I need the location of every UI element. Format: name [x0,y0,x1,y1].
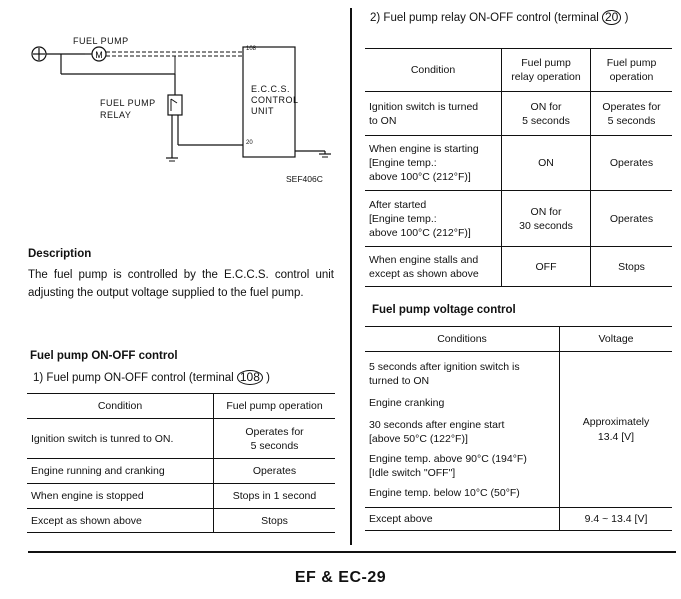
table-header: Fuel pump relay operation [502,49,591,92]
table-cell: Operates [591,191,673,247]
condition-line: Engine temp. below 10°C (50°F) [369,487,520,499]
table-row [365,136,672,191]
voltage-table [365,326,672,531]
terminal-108-circle: 108 [237,370,263,385]
onoff-table [27,393,335,533]
fuel-pump-label: FUEL PUMP [73,36,129,46]
relay-heading [370,10,675,26]
relay-heading-prefix: 2) Fuel pump relay ON-OFF control (terminal [370,12,599,24]
relay-label-line2: RELAY [100,110,132,120]
table-header: Conditions [365,327,560,352]
table-cell: ON [502,136,591,191]
fuel-pump-motor-icon [92,47,106,61]
fuel-pump-relay-icon [168,95,182,115]
table-header: Condition [365,49,502,92]
ecu-label-line2: CONTROL [251,95,299,105]
terminal-20-label: 20 [246,140,253,146]
table-row [365,191,672,247]
table-header: Fuel pump operation [591,49,673,92]
relay-label [100,97,156,121]
table-cell: Stops [591,247,673,287]
table-cell: Stops [214,509,336,533]
table-cell: Operates for 5 seconds [591,92,673,136]
table-row [27,459,335,484]
ecu-label-line1: E.C.C.S. [251,84,291,94]
table-header-row [27,394,335,419]
description-heading: Description [28,248,92,260]
table-row [27,484,335,509]
svg-text:M: M [95,50,103,60]
table-cell: Ignition switch is tunred to ON. [27,419,214,459]
table-cell: ON for 30 seconds [502,191,591,247]
table-header-row [365,327,672,352]
table-cell: When engine stalls and except as shown above [365,247,502,287]
table-cell: Except as shown above [27,509,214,533]
table-cell [365,352,560,508]
table-cell: OFF [502,247,591,287]
page-number: EF & EC-29 [294,569,387,586]
table-header: Condition [27,394,214,419]
table-header-row [365,49,672,92]
column-divider [350,8,352,545]
onoff-subheading [33,370,270,385]
onoff-sub-prefix: 1) Fuel pump ON-OFF control (terminal [33,372,234,384]
relay-heading-suffix: ) [624,12,629,24]
table-cell: Ignition switch is turned to ON [365,92,502,136]
table-cell: ON for 5 seconds [502,92,591,136]
table-cell: Operates [591,136,673,191]
table-row [27,419,335,459]
onoff-heading: Fuel pump ON-OFF control [30,350,178,362]
table-cell: Stops in 1 second [214,484,336,509]
table-cell: Engine running and cranking [27,459,214,484]
condition-line: 30 seconds after engine start [above 50°C (122°F)] [369,419,505,445]
condition-line: 5 seconds after ignition switch is turned to ON [369,361,520,387]
table-row [365,92,672,136]
ground-icon [166,158,178,161]
table-row [27,509,335,533]
table-header: Voltage [560,327,673,352]
table-row [365,247,672,287]
footer-rule [28,551,676,553]
table-row [365,352,672,508]
table-cell: Operates for 5 seconds [214,419,336,459]
table-row [365,508,672,531]
terminal-108-label: 108 [246,46,257,52]
voltage-heading: Fuel pump voltage control [372,304,516,316]
table-cell: After started [Engine temp.: above 100°C (212°F)] [365,191,502,247]
ground-icon [319,154,331,157]
table-cell: When engine is stopped [27,484,214,509]
table-cell: 9.4 ~ 13.4 [V] [560,508,673,531]
table-header: Fuel pump operation [214,394,336,419]
condition-line: Engine cranking [369,397,445,409]
relay-table [365,48,672,287]
ecu-label-line3: UNIT [251,106,274,116]
condition-line: Engine temp. above 90°C (194°F) [Idle switch "OFF"] [369,453,527,479]
table-cell: Except above [365,508,560,531]
battery-plus-icon [32,47,46,61]
onoff-sub-suffix: ) [266,372,270,384]
ecu-label [251,84,299,117]
terminal-20-circle: 20 [602,10,621,25]
table-cell: When engine is starting [Engine temp.: above 100°C (212°F)] [365,136,502,191]
relay-label-line1: FUEL PUMP [100,98,156,108]
table-cell: Approximately 13.4 [V] [560,352,673,508]
table-cell: Operates [214,459,336,484]
description-body: The fuel pump is controlled by the E.C.C.S. control unit adjusting the output voltage supplied to the fuel pump. [28,269,334,299]
figure-code: SEF406C [286,174,323,184]
